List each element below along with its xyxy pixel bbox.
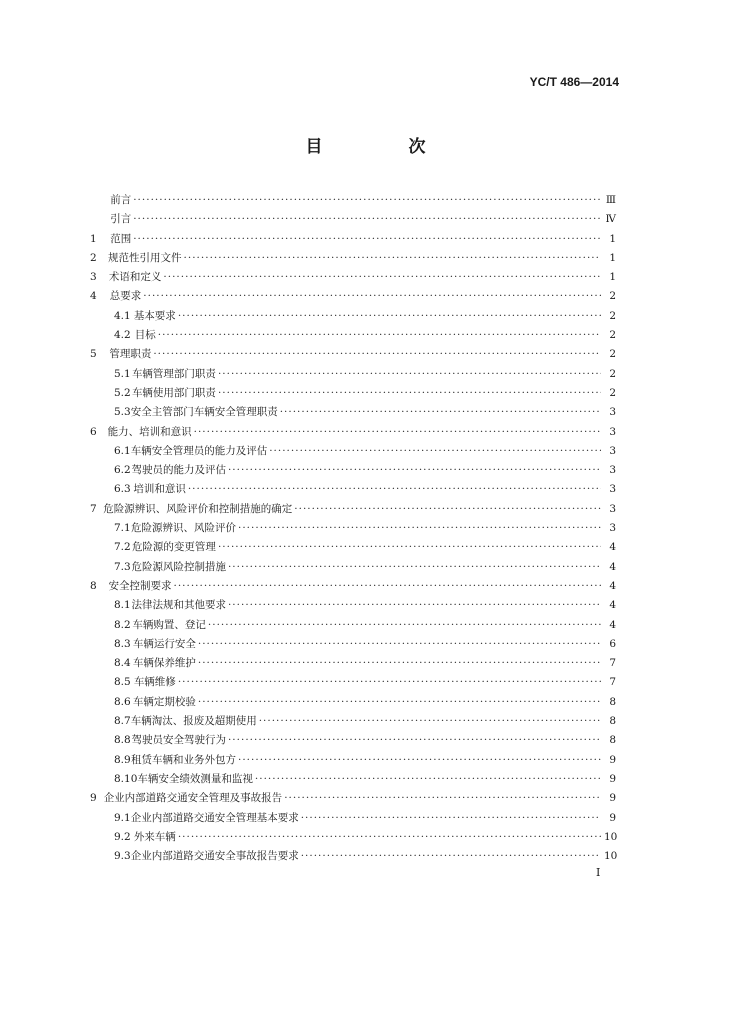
toc-entry[interactable] <box>90 558 616 577</box>
toc-entry-label: 能力、培训和意识 <box>107 425 192 438</box>
dot-leader <box>218 384 601 403</box>
dot-leader <box>301 847 601 866</box>
dot-leader <box>133 191 601 210</box>
toc-entry[interactable] <box>90 249 616 268</box>
toc-entry-label: 术语和定义 <box>108 271 162 284</box>
toc-entry-label: 管理职责 <box>109 348 152 361</box>
dot-leader <box>218 538 601 557</box>
toc-entry-page: 4 <box>609 579 616 592</box>
toc-entry-number: 8.4 <box>114 657 131 670</box>
toc-entry-number: 8.9 <box>114 753 131 766</box>
toc-entry[interactable] <box>90 731 616 750</box>
toc-entry-label: 车辆安全管理员的能力及评估 <box>130 444 268 457</box>
toc-entry[interactable] <box>90 500 616 519</box>
toc-entry-page: 4 <box>609 560 616 573</box>
dot-leader <box>269 442 601 461</box>
toc-entry-number: 8.7 <box>114 715 131 728</box>
dot-leader <box>301 809 601 828</box>
toc-entry[interactable] <box>90 635 616 654</box>
toc-entry[interactable] <box>90 538 616 557</box>
toc-entry-number: 9.2 <box>114 830 131 843</box>
toc-entry-page: 3 <box>609 483 616 496</box>
dot-leader <box>208 616 601 635</box>
toc-entry[interactable] <box>90 210 616 229</box>
toc-entry-page: 9 <box>609 753 616 766</box>
dot-leader <box>153 345 601 364</box>
toc-entry-number: 6.3 <box>114 483 131 496</box>
toc-entry-label: 车辆运行安全 <box>132 637 196 650</box>
toc-entry-label: 驾驶员的能力及评估 <box>131 464 226 477</box>
toc-entry[interactable] <box>90 828 616 847</box>
toc-entry-page: 3 <box>609 444 616 457</box>
toc-entry-number: 1 <box>90 232 97 245</box>
toc-entry[interactable] <box>90 789 616 808</box>
toc-entry[interactable] <box>90 577 616 596</box>
toc-entry-number: 7.3 <box>114 560 131 573</box>
toc-entry-page: 2 <box>609 348 616 361</box>
toc-entry-page: 3 <box>609 406 616 419</box>
toc-entry-number: 6.1 <box>114 444 131 457</box>
page-title: 目 次 <box>305 137 466 157</box>
toc-entry-number: 3 <box>90 271 97 284</box>
dot-leader <box>178 307 601 326</box>
toc-entry[interactable] <box>90 307 616 326</box>
toc-entry-number: 8.1 <box>114 599 131 612</box>
dot-leader <box>238 751 601 770</box>
toc-entry-label: 企业内部道路交通安全管理基本要求 <box>130 811 299 824</box>
toc-entry[interactable] <box>90 809 616 828</box>
toc-entry-label: 引言 <box>110 213 132 226</box>
toc-entry-page: 1 <box>609 232 616 245</box>
toc-entry-page: 4 <box>609 599 616 612</box>
toc-entry[interactable] <box>90 423 616 442</box>
toc-entry[interactable] <box>90 326 616 345</box>
toc-entry-page: 3 <box>609 522 616 535</box>
toc-entry-number: 2 <box>90 251 97 264</box>
toc-entry-label: 车辆淘汰、报废及超期使用 <box>130 715 257 728</box>
toc-entry-label: 租赁车辆和业务外包方 <box>131 753 236 766</box>
toc-entry[interactable] <box>90 442 616 461</box>
toc-entry-number: 7.2 <box>114 541 131 554</box>
toc-entry-number: 6.2 <box>114 464 131 477</box>
toc-entry-number: 5.3 <box>114 406 131 419</box>
dot-leader <box>133 230 601 249</box>
toc-entry[interactable] <box>90 461 616 480</box>
toc-entry-page: 9 <box>609 772 616 785</box>
toc-entry-label: 危险源辨识、风险评价 <box>131 522 236 535</box>
toc-entry-label: 前言 <box>110 194 132 206</box>
toc-entry-page: 4 <box>609 541 616 554</box>
table-of-contents <box>90 191 616 866</box>
dot-leader <box>259 712 601 731</box>
toc-entry-label: 基本要求 <box>133 309 176 322</box>
toc-entry-number: 6 <box>90 425 97 438</box>
toc-entry-label: 规范性引用文件 <box>108 251 182 264</box>
toc-entry-page: 10 <box>604 850 618 863</box>
dot-leader <box>158 326 601 345</box>
toc-entry-page: 8 <box>609 734 616 747</box>
dot-leader <box>280 403 601 422</box>
dot-leader <box>198 654 601 673</box>
dot-leader <box>188 480 601 499</box>
toc-entry-page: 3 <box>609 502 616 515</box>
toc-entry-number: 8.2 <box>114 618 131 631</box>
toc-entry-label: 车辆安全绩效测量和监视 <box>137 772 253 785</box>
standard-code: YC/T 486—2014 <box>529 75 619 89</box>
toc-entry-page: 7 <box>609 676 616 689</box>
toc-entry-label: 车辆定期校验 <box>132 695 196 708</box>
toc-entry[interactable] <box>90 519 616 538</box>
toc-entry-number: 9.1 <box>114 811 131 824</box>
toc-entry-number: 8 <box>90 579 97 592</box>
toc-entry[interactable] <box>90 230 616 249</box>
toc-entry-label: 培训和意识 <box>133 483 186 496</box>
toc-entry-page: 10 <box>604 830 618 843</box>
dot-leader <box>218 365 601 384</box>
dot-leader <box>228 558 601 577</box>
dot-leader <box>173 577 601 596</box>
toc-entry-label: 范围 <box>110 232 132 245</box>
toc-entry-label: 法律法规和其他要求 <box>131 599 226 612</box>
toc-entry-page: 2 <box>609 329 616 342</box>
toc-entry-label: 危险源辨识、风险评价和控制措施的确定 <box>103 502 293 515</box>
toc-entry[interactable] <box>90 287 616 306</box>
toc-entry-number: 8.3 <box>114 637 131 650</box>
toc-entry-page: 3 <box>609 464 616 477</box>
toc-entry-number: 5 <box>90 348 97 361</box>
dot-leader <box>228 731 601 750</box>
toc-entry-label: 驾驶员安全驾驶行为 <box>131 734 226 747</box>
dot-leader <box>238 519 601 538</box>
toc-entry-label: 目标 <box>134 329 156 342</box>
toc-entry-page: 1 <box>609 251 616 264</box>
toc-entry-number: 4.2 <box>114 329 131 342</box>
toc-entry-page: 2 <box>609 367 616 380</box>
dot-leader <box>163 268 601 287</box>
toc-entry-label: 企业内部道路交通安全事故报告要求 <box>130 850 299 863</box>
toc-entry-label: 危险源的变更管理 <box>131 541 216 554</box>
toc-entry-page: 9 <box>609 811 616 824</box>
toc-entry[interactable] <box>90 480 616 499</box>
dot-leader <box>255 770 601 789</box>
toc-entry-page: 4 <box>609 618 616 631</box>
toc-entry-number: 8.10 <box>114 772 138 785</box>
toc-entry-number: 4 <box>90 290 97 303</box>
toc-entry-page: 2 <box>609 309 616 322</box>
toc-entry-page: 1 <box>609 271 616 284</box>
toc-entry-page: 8 <box>609 715 616 728</box>
dot-leader <box>184 249 601 268</box>
toc-entry[interactable] <box>90 596 616 615</box>
dot-leader <box>228 596 601 615</box>
toc-entry-number: 5.2 <box>114 386 131 399</box>
toc-entry-number: 7.1 <box>114 522 131 535</box>
toc-entry[interactable] <box>90 751 616 770</box>
toc-entry[interactable] <box>90 191 616 210</box>
toc-entry[interactable] <box>90 693 616 712</box>
toc-entry-label: 车辆保养维护 <box>132 657 196 670</box>
dot-leader <box>198 635 601 654</box>
toc-entry-label: 危险源风险控制措施 <box>131 560 226 573</box>
toc-entry-page: 9 <box>609 792 616 805</box>
toc-entry-page: 6 <box>609 637 616 650</box>
toc-entry-page: 8 <box>609 695 616 708</box>
dot-leader <box>178 673 601 692</box>
toc-entry-number: 8.6 <box>114 695 131 708</box>
toc-entry-label: 安全控制要求 <box>108 579 172 592</box>
toc-entry-label: 总要求 <box>109 290 142 303</box>
toc-entry[interactable] <box>90 673 616 692</box>
toc-entry-label: 安全主管部门车辆安全管理职责 <box>130 406 278 419</box>
toc-entry[interactable] <box>90 403 616 422</box>
dot-leader <box>143 287 601 306</box>
dot-leader <box>178 828 601 847</box>
toc-entry-label: 外来车辆 <box>133 830 176 843</box>
toc-entry-number: 5.1 <box>114 367 131 380</box>
toc-entry-number: 9 <box>90 792 97 805</box>
dot-leader <box>133 210 601 229</box>
dot-leader <box>198 693 601 712</box>
toc-entry-label: 车辆使用部门职责 <box>131 386 216 399</box>
toc-entry[interactable] <box>90 365 616 384</box>
toc-entry[interactable] <box>90 384 616 403</box>
toc-entry-page: 2 <box>609 386 616 399</box>
dot-leader <box>228 461 601 480</box>
toc-entry[interactable] <box>90 345 616 364</box>
toc-entry-label: 车辆购置、登记 <box>132 618 206 631</box>
toc-entry-page: Ⅳ <box>605 213 616 226</box>
toc-entry-number: 8.8 <box>114 734 131 747</box>
toc-entry-label: 企业内部道路交通安全管理及事故报告 <box>103 792 283 805</box>
toc-entry-page: 7 <box>609 657 616 670</box>
toc-entry-number: 7 <box>90 502 97 515</box>
toc-entry[interactable] <box>90 616 616 635</box>
toc-entry-page: Ⅲ <box>605 194 616 206</box>
page-number: I <box>596 866 601 879</box>
toc-entry-label: 车辆管理部门职责 <box>131 367 216 380</box>
dot-leader <box>294 500 601 519</box>
toc-entry[interactable] <box>90 268 616 287</box>
toc-entry-page: 3 <box>609 425 616 438</box>
toc-entry[interactable] <box>90 654 616 673</box>
toc-entry[interactable] <box>90 847 616 866</box>
toc-entry[interactable] <box>90 770 616 789</box>
toc-entry[interactable] <box>90 712 616 731</box>
toc-entry-page: 2 <box>609 290 616 303</box>
toc-entry-number: 4.1 <box>114 309 131 322</box>
dot-leader <box>194 423 601 442</box>
toc-entry-number: 8.5 <box>114 676 131 689</box>
toc-entry-label: 车辆维修 <box>133 676 176 689</box>
toc-entry-number: 9.3 <box>114 850 131 863</box>
dot-leader <box>284 789 601 808</box>
